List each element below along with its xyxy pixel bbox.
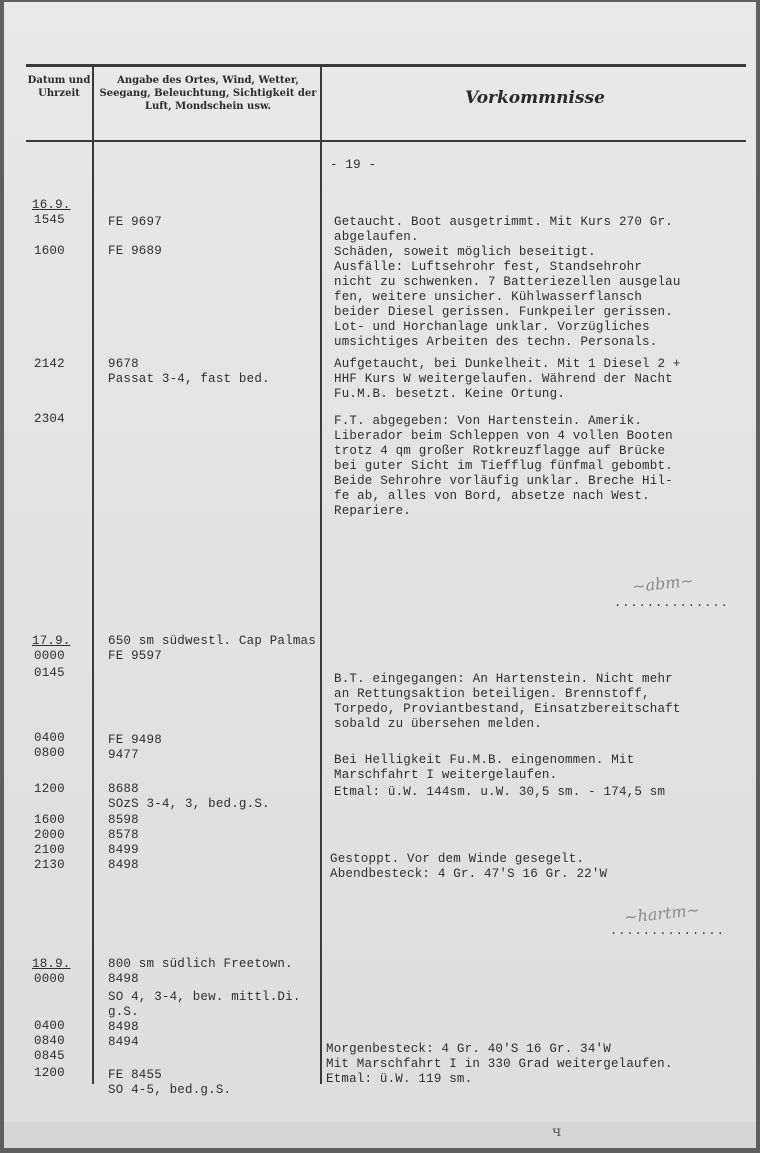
time-0840: 0840 [34,1034,65,1048]
top-rule [26,64,746,67]
event-line: Etmal: ü.W. 144sm. u.W. 30,5 sm. - 174,5 sm [334,785,666,799]
event-line: Lot- und Horchanlage unklar. Vorzügliches [334,320,650,334]
time-2142: 2142 [34,357,65,371]
event-line: Etmal: ü.W. 119 sm. [326,1072,473,1086]
column-divider-2 [320,64,322,1084]
signature-dots-2: .............. [610,924,725,938]
position-13: 800 sm südlich Freetown. [108,957,293,971]
event-line: beider Diesel gerissen. Funkpeiler gerissen. [334,305,673,319]
time-1600: 1600 [34,244,65,258]
header-vorkommnisse: Vorkommnisse [465,88,605,108]
event-line: F.T. abgegeben: Von Hartenstein. Amerik. [334,414,643,428]
event-line: B.T. eingegangen: An Hartenstein. Nicht mehr [334,672,673,686]
position-10: 8578 [108,828,139,842]
header-datum: Datum und Uhrzeit [27,75,91,99]
signature-2: ~hartm~ [623,900,701,927]
log-page [4,2,756,1148]
page-fold [4,1122,756,1148]
event-line: fe ab, alles von Bord, absetze nach West. [334,489,650,503]
time-0145: 0145 [34,666,65,680]
event-line: Schäden, soweit möglich beseitigt. [334,245,596,259]
event-line: umsichtiges Arbeiten des techn. Personals. [334,335,658,349]
time-0800: 0800 [34,746,65,760]
time-2000: 2000 [34,828,65,842]
pencil-mark: ч [552,1124,562,1140]
column-divider-1 [92,64,94,1084]
weather-3b: g.S. [108,1005,139,1019]
date-17-9: 17.9. [32,634,71,648]
event-line: Bei Helligkeit Fu.M.B. eingenommen. Mit [334,753,635,767]
event-line: Getaucht. Boot ausgetrimmt. Mit Kurs 270 Gr. [334,215,673,229]
position-4: 650 sm südwestl. Cap Palmas [108,634,316,648]
position-6: FE 9498 [108,733,162,747]
position-12: 8498 [108,858,139,872]
event-line: HHF Kurs W weitergelaufen. Während der Nacht [334,372,673,386]
position-8: 8688 [108,782,139,796]
weather-2: SOzS 3-4, 3, bed.g.S. [108,797,270,811]
event-line: nicht zu schwenken. 7 Batteriezellen ausgelau [334,275,681,289]
position-16: 8494 [108,1035,139,1049]
time-2304: 2304 [34,412,65,426]
event-line: Morgenbesteck: 4 Gr. 40'S 16 Gr. 34'W [326,1042,611,1056]
page-number: - 19 - [330,158,377,172]
position-3: 9678 [108,357,139,371]
time-0400: 0400 [34,731,65,745]
time-0845: 0845 [34,1049,65,1063]
position-11: 8499 [108,843,139,857]
date-18-9: 18.9. [32,957,71,971]
time-0000: 0000 [34,649,65,663]
position-17: FE 8455 [108,1068,162,1082]
event-line: an Rettungsaktion beteiligen. Brennstoff, [334,687,650,701]
event-line: Fu.M.B. besetzt. Keine Ortung. [334,387,566,401]
time-1600: 1600 [34,813,65,827]
event-line: Repariere. [334,504,412,518]
weather-3: SO 4, 3-4, bew. mittl.Di. [108,990,301,1004]
header-angabe: Angabe des Ortes, Wind, Wetter, Seegang, Beleuchtung, Sichtigkeit der Luft, Mondschein usw. [99,75,317,112]
event-line: Gestoppt. Vor dem Winde gesegelt. [330,852,585,866]
event-line: Ausfälle: Luftsehrohr fest, Standsehrohr [334,260,643,274]
position-15: 8498 [108,1020,139,1034]
event-line: abgelaufen. [334,230,419,244]
position-7: 9477 [108,748,139,762]
position-14: 8498 [108,972,139,986]
event-line: sobald zu übersehen melden. [334,717,542,731]
signature-dots-1: .............. [614,596,729,610]
event-line: Abendbesteck: 4 Gr. 47'S 16 Gr. 22'W [330,867,608,881]
event-line: fen, weitere unsicher. Kühlwasserflansch [334,290,643,304]
time-0000: 0000 [34,972,65,986]
position-5: FE 9597 [108,649,162,663]
time-1200: 1200 [34,782,65,796]
weather-1: Passat 3-4, fast bed. [108,372,270,386]
date-16-9: 16.9. [32,198,71,212]
time-1545: 1545 [34,213,65,227]
event-line: trotz 4 qm großer Rotkreuzflagge auf Brücke [334,444,666,458]
signature-1: ~abm~ [631,570,695,597]
time-2130: 2130 [34,858,65,872]
event-line: Marschfahrt I weitergelaufen. [334,768,558,782]
position-9: 8598 [108,813,139,827]
event-line: Aufgetaucht, bei Dunkelheit. Mit 1 Diesel 2 + [334,357,681,371]
time-1200: 1200 [34,1066,65,1080]
time-0400: 0400 [34,1019,65,1033]
time-2100: 2100 [34,843,65,857]
event-line: bei guter Sicht im Tiefflug fünfmal gebombt. [334,459,673,473]
event-line: Mit Marschfahrt I in 330 Grad weitergelaufen. [326,1057,673,1071]
position-1: FE 9697 [108,215,162,229]
event-line: Liberador beim Schleppen von 4 vollen Booten [334,429,673,443]
event-line: Beide Sehrohre vorläufig unklar. Breche Hil- [334,474,673,488]
event-line: Torpedo, Proviantbestand, Einsatzbereitschaft [334,702,681,716]
position-2: FE 9689 [108,244,162,258]
header-rule [26,140,746,142]
weather-4: SO 4-5, bed.g.S. [108,1083,232,1097]
